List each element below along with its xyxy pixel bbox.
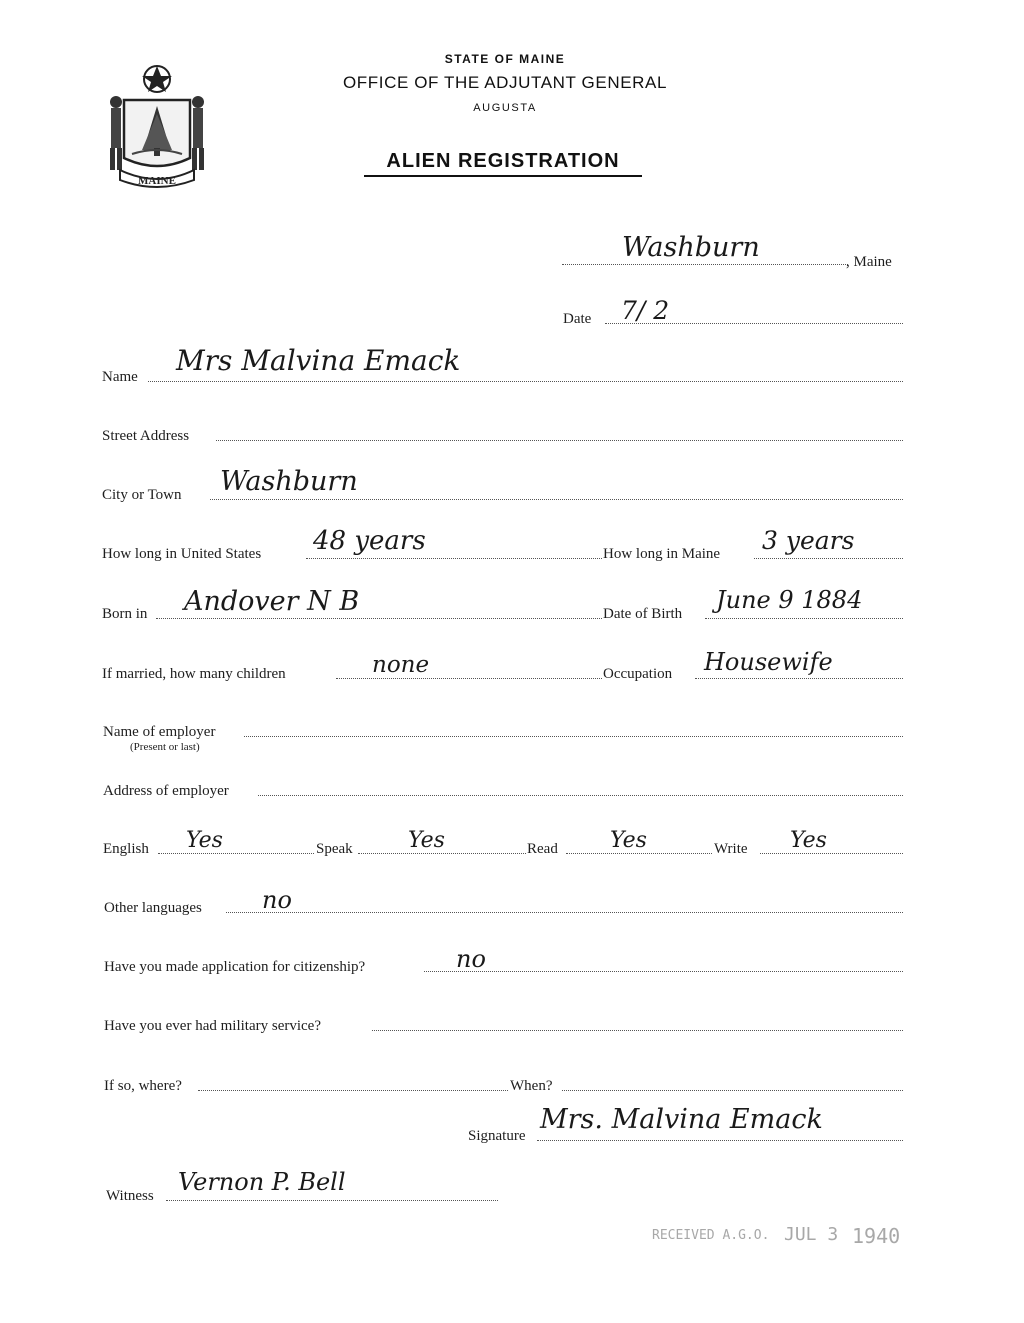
signature-label: Signature: [468, 1128, 526, 1144]
english-line: [158, 853, 314, 854]
military-line: [372, 1030, 903, 1031]
street-line: [216, 440, 903, 441]
maine-duration-label: How long in Maine: [603, 546, 721, 562]
dob-line: [705, 618, 903, 619]
when-label: When?: [510, 1078, 553, 1094]
write-label: Write: [714, 841, 748, 857]
maine-duration-value: 3 years: [762, 526, 855, 555]
svg-text:MAINE: MAINE: [138, 175, 176, 187]
city-value: Washburn: [220, 466, 358, 497]
city-heading: AUGUSTA: [473, 102, 537, 114]
speak-label: Speak: [316, 841, 353, 857]
state-heading: STATE OF MAINE: [444, 52, 566, 66]
employer-label: Name of employer: [103, 724, 216, 740]
other-languages-label: Other languages: [104, 900, 202, 916]
stamp-year: 1940: [852, 1224, 901, 1248]
read-line: [566, 853, 712, 854]
english-label: English: [103, 841, 149, 857]
office-heading: OFFICE OF THE ADJUTANT GENERAL: [342, 73, 668, 92]
stamp-received-text: RECEIVED A.G.O.: [652, 1228, 770, 1243]
city-line: [210, 499, 903, 500]
children-value: none: [372, 652, 430, 678]
read-label: Read: [527, 841, 558, 857]
dob-value: June 9 1884: [716, 586, 863, 614]
witness-label: Witness: [106, 1188, 154, 1204]
children-line: [336, 678, 602, 679]
occupation-label: Occupation: [603, 666, 673, 682]
us-duration-value: 48 years: [313, 526, 426, 556]
name-label: Name: [102, 369, 138, 385]
born-in-line: [156, 618, 602, 619]
signature-value: Mrs. Malvina Emack: [540, 1104, 823, 1135]
speak-line: [358, 853, 526, 854]
citizenship-label: Have you made application for citizenship?: [104, 959, 366, 975]
other-languages-line: [226, 912, 903, 913]
born-in-label: Born in: [102, 606, 148, 622]
maine-state-seal-icon: [102, 62, 212, 192]
signature-line: [537, 1140, 903, 1141]
citizenship-value: no: [456, 945, 486, 973]
city-label: City or Town: [102, 487, 182, 503]
employer-address-label: Address of employer: [103, 783, 229, 799]
date-label: Date: [563, 311, 592, 327]
speak-value: Yes: [408, 828, 445, 853]
occupation-value: Housewife: [704, 648, 833, 676]
occupation-line: [695, 678, 903, 679]
other-languages-value: no: [262, 886, 292, 914]
form-title: ALIEN REGISTRATION: [364, 150, 642, 177]
citizenship-line: [424, 971, 903, 972]
write-value: Yes: [790, 828, 827, 853]
children-label: If married, how many children: [102, 666, 286, 682]
when-line: [562, 1090, 903, 1091]
date-value: 7/ 2: [621, 296, 670, 325]
employer-address-line: [258, 795, 903, 796]
name-line: [148, 381, 903, 382]
stamp-date: JUL 3: [784, 1224, 839, 1245]
where-line: [198, 1090, 508, 1091]
us-duration-line: [306, 558, 602, 559]
employer-sublabel: (Present or last): [130, 741, 200, 753]
dob-label: Date of Birth: [603, 606, 683, 622]
witness-line: [166, 1200, 498, 1201]
employer-line: [244, 736, 903, 737]
born-in-value: Andover N B: [184, 586, 360, 617]
witness-value: Vernon P. Bell: [178, 1168, 346, 1196]
town-line: [562, 264, 848, 265]
received-stamp: [652, 1224, 902, 1250]
us-duration-label: How long in United States: [102, 546, 262, 562]
write-line: [760, 853, 903, 854]
where-label: If so, where?: [104, 1078, 182, 1094]
english-value: Yes: [186, 828, 223, 853]
town-suffix: , Maine: [846, 254, 892, 270]
town-value: Washburn: [622, 232, 760, 263]
military-label: Have you ever had military service?: [104, 1018, 321, 1034]
maine-duration-line: [754, 558, 903, 559]
name-value: Mrs Malvina Emack: [176, 344, 461, 377]
read-value: Yes: [610, 828, 647, 853]
street-label: Street Address: [102, 428, 190, 444]
